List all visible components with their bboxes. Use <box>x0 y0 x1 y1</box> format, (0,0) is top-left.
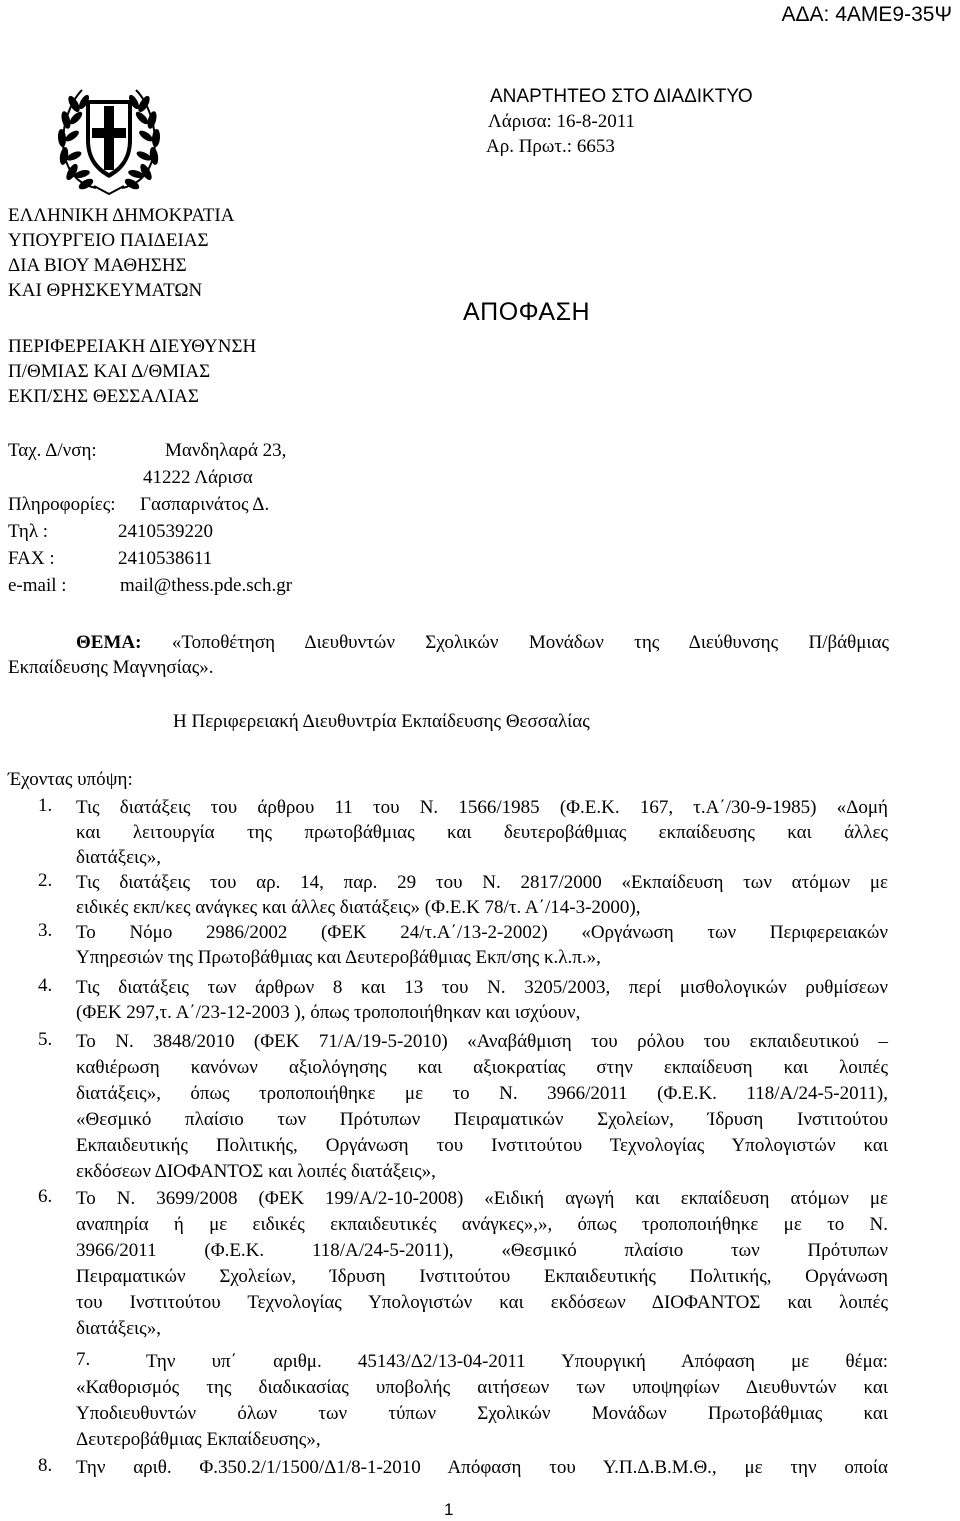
item-5-line-4: «Θεσμικό πλαίσιο των Πρότυπων Πειραματικών Σχολείων, Ίδρυση Ινστιτούτου <box>76 1109 888 1130</box>
item-6-line-2: αναπηρία ή με ειδικές εκπαιδευτικές ανάγκες»,», όπως τροποποιήθηκε με το Ν. <box>76 1214 888 1235</box>
item-6-line-4: Πειραματικών Σχολείων, Ίδρυση Ινστιτούτου Εκπαιδευτικής Πολιτικής, Οργάνωση <box>76 1266 888 1287</box>
item-7-line-2: «Καθορισμός της διαδικασίας υποβολής αιτήσεων των υποψηφίων Διευθυντών και <box>76 1377 888 1398</box>
item-6-line-1: Το Ν. 3699/2008 (ΦΕΚ 199/Α/2-10-2008) «Ειδική αγωγή και εκπαίδευση ατόμων με <box>76 1188 888 1209</box>
item-1-line-2: και λειτουργία της πρωτοβάθμιας και δευτεροβάθμιας εκπαίδευσης και άλλες <box>76 822 888 843</box>
item-5-line-2: καθιέρωση κανόνων αξιολόγησης και αξιοκρατίας στην εκπαίδευση και λοιπές <box>76 1057 888 1078</box>
item-3-line-2: Υπηρεσιών της Πρωτοβάθμιας και Δευτεροβάθμιας Εκπ/σης κ.λ.π.», <box>76 947 601 968</box>
item-7-line-1: Την υπ΄ αριθμ. 45143/Δ2/13-04-2011 Υπουργική Απόφαση με θέμα: <box>146 1351 888 1372</box>
publish-note: ΑΝΑΡΤΗΤΕΟ ΣΤΟ ΔΙΑΔΙΚΤΥΟ <box>490 86 753 107</box>
item-2-line-2: ειδικές εκπ/κες ανάγκες και άλλες διατάξεις» (Φ.Ε.Κ 78/τ. Α΄/14-3-2000), <box>76 897 641 918</box>
authority-line-3: ΔΙΑ ΒΙΟΥ ΜΑΘΗΣΗΣ <box>8 255 187 276</box>
item-number: 3. <box>38 920 53 941</box>
subject-line-1 <box>76 630 889 655</box>
page-number: 1 <box>444 1500 454 1519</box>
authority-line-6: Π/ΘΜΙΑΣ ΚΑΙ Δ/ΘΜΙΑΣ <box>8 361 211 382</box>
director-line: Η Περιφερειακή Διευθυντρία Εκπαίδευσης Θεσσαλίας <box>173 711 590 732</box>
item-number: 2. <box>38 870 53 891</box>
subject <box>76 630 889 655</box>
email-value[interactable]: mail@thess.pde.sch.gr <box>120 575 293 596</box>
item-1-line-3: διατάξεις», <box>76 847 161 868</box>
authority-line-4: ΚΑΙ ΘΡΗΣΚΕΥΜΑΤΩΝ <box>8 280 203 301</box>
email-label: e-mail : <box>8 575 67 596</box>
item-7-line-4: Δευτεροβάθμιας Εκπαίδευσης», <box>76 1429 321 1450</box>
authority-line-7: ΕΚΠ/ΣΗΣ ΘΕΣΣΑΛΙΑΣ <box>8 386 199 407</box>
item-5-line-1: Το Ν. 3848/2010 (ΦΕΚ 71/Α/19-5-2010) «Αναβάθμιση του ρόλου του εκπαιδευτικού – <box>76 1031 888 1052</box>
having-considered: Έχοντας υπόψη: <box>8 769 133 790</box>
item-number: 5. <box>38 1029 53 1050</box>
item-4-line-1: Τις διατάξεις των άρθρων 8 και 13 του Ν. 3205/2003, περί μισθολογικών ρυθμίσεων <box>76 977 888 998</box>
item-6-line-3: 3966/2011 (Φ.Ε.Κ. 118/Α/24-5-2011), «Θεσμικό πλαίσιο των Πρότυπων <box>76 1240 888 1261</box>
item-number: 1. <box>38 795 53 816</box>
item-number: 4. <box>38 975 53 996</box>
info-label: Πληροφορίες: <box>8 494 116 515</box>
protocol-number: Αρ. Πρωτ.: 6653 <box>486 136 615 157</box>
item-1-line-1: Τις διατάξεις του άρθρου 11 του Ν. 1566/1985 (Φ.Ε.Κ. 167, τ.Α΄/30-9-1985) «Δομή <box>76 797 888 818</box>
item-8-line-1: Την αριθ. Φ.350.2/1/1500/Δ1/8-1-2010 Απόφαση του Υ.Π.Δ.Β.Μ.Θ., με την οποία <box>76 1457 888 1478</box>
address-label: Ταχ. Δ/νση: <box>8 440 97 461</box>
item-number: 7. <box>76 1349 91 1370</box>
item-number: 8. <box>38 1455 53 1476</box>
decision-title: ΑΠΟΦΑΣΗ <box>463 298 591 326</box>
item-6-line-6: διατάξεις», <box>76 1318 161 1339</box>
subject-text-1: «Τοποθέτηση Διευθυντών Σχολικών Μονάδων της Διεύθυνσης Π/βάθμιας <box>171 632 889 653</box>
ada-code: ΑΔΑ: 4ΑΜΕ9-35Ψ <box>781 3 952 26</box>
document-date: Λάρισα: 16-8-2011 <box>488 111 635 132</box>
item-4-line-2: (ΦΕΚ 297,τ. Α΄/23-12-2003 ), όπως τροποποιήθηκαν και ισχύουν, <box>76 1002 581 1023</box>
info-value: Γασπαρινάτος Δ. <box>140 494 270 515</box>
item-number: 6. <box>38 1186 53 1207</box>
subject-label: ΘΕΜΑ: <box>76 632 142 653</box>
item-6-line-5: του Ινστιτούτου Τεχνολογίας Υπολογιστών και εκδόσεων ΔΙΟΦΑΝΤΟΣ και λοιπές <box>76 1292 888 1313</box>
phone-label: Τηλ : <box>8 521 49 542</box>
authority-line-1: ΕΛΛΗΝΙΚΗ ΔΗΜΟΚΡΑΤΙΑ <box>8 205 235 226</box>
item-5-line-3: διατάξεις», όπως τροποποιήθηκε με το Ν. 3966/2011 (Φ.Ε.Κ. 118/Α/24-5-2011), <box>76 1083 888 1104</box>
authority-line-2: ΥΠΟΥΡΓΕΙΟ ΠΑΙΔΕΙΑΣ <box>8 230 209 251</box>
item-7-line-3: Υποδιευθυντών όλων των τύπων Σχολικών Μονάδων Πρωτοβάθμιας και <box>76 1403 888 1424</box>
subject-line-2: Εκπαίδευσης Μαγνησίας». <box>8 657 214 678</box>
item-2-line-1: Τις διατάξεις του αρ. 14, παρ. 29 του Ν. 2817/2000 «Εκπαίδευση των ατόμων με <box>76 872 888 893</box>
item-5-line-6: εκδόσεων ΔΙΟΦΑΝΤΟΣ και λοιπές διατάξεις», <box>76 1161 436 1182</box>
greek-coat-of-arms-icon <box>4 70 214 198</box>
item-3-line-1: Το Νόμο 2986/2002 (ΦΕΚ 24/τ.Α΄/13-2-2002) «Οργάνωση των Περιφερειακών <box>76 922 888 943</box>
phone-value: 2410539220 <box>118 521 213 542</box>
fax-label: FAX : <box>8 548 55 569</box>
address-line-2: 41222 Λάρισα <box>143 467 253 488</box>
address-line-1: Μανδηλαρά 23, <box>165 440 287 461</box>
fax-value: 2410538611 <box>118 548 213 569</box>
item-5-line-5: Εκπαιδευτικής Πολιτικής, Οργάνωση του Ινστιτούτου Τεχνολογίας Υπολογιστών και <box>76 1135 888 1156</box>
authority-line-5: ΠΕΡΙΦΕΡΕΙΑΚΗ ΔΙΕΥΘΥΝΣΗ <box>8 336 257 357</box>
